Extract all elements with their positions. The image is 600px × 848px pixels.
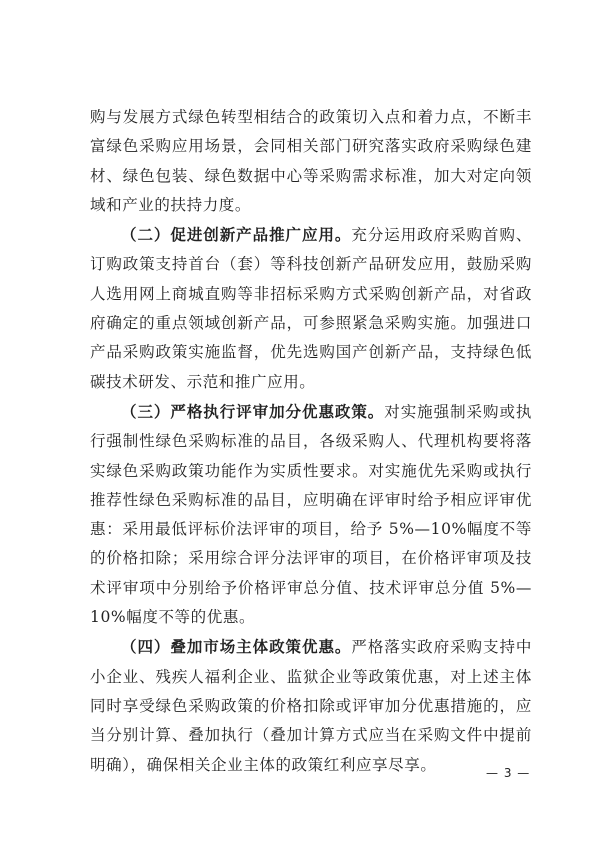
paragraph-body: 对实施强制采购或执行强制性绿色采购标准的品目，各级采购人、代理机构要将落实绿色采购政策功能作为实质性要求。对实施优先采购或执行推荐性绿色采购标准的品目，应明确在评审时给予相应评审优惠：采用最低评标价法评审的项目，给予 5%—10%幅度不等的价格扣除；采用综合评分法评审的项目，在价格评审项及技术评审项中分别给予价格评审总分值、技术评审总分值 5%—10%幅度不等的优惠。 (90, 402, 532, 627)
section-heading: （三）严格执行评审加分优惠政策。 (121, 401, 385, 421)
paragraph-continuation (90, 103, 532, 220)
page-number: — 3 — (486, 766, 531, 780)
paragraph-section-3 (90, 397, 532, 632)
paragraph-body: 充分运用政府采购首购、订购政策支持首台（套）等科技创新产品研发应用，鼓励采购人选用网上商城直购等非招标采购方式采购创新产品，对省政府确定的重点领域创新产品，可参照紧急采购实施。加强进口产品采购政策实施监督，优先选购国产创新产品，支持绿色低碳技术研发、示范和推广应用。 (90, 226, 532, 391)
paragraph-body: 购与发展方式绿色转型相结合的政策切入点和着力点，不断丰富绿色采购应用场景，会同相关部门研究落实政府采购绿色建材、绿色包装、绿色数据中心等采购需求标准，加大对定向领域和产业的扶持力度。 (90, 108, 532, 214)
paragraph-section-2 (90, 220, 532, 397)
paragraph-section-4 (90, 632, 532, 779)
section-heading: （二）促进创新产品推广应用。 (121, 225, 352, 245)
section-heading: （四）叠加市场主体政策优惠。 (121, 637, 352, 657)
paragraph-body: 严格落实政府采购支持中小企业、残疾人福利企业、监狱企业等政策优惠，对上述主体同时享受绿色采购政策的价格扣除或评审加分优惠措施的，应当分别计算、叠加执行（叠加计算方式应当在采购文件中提前明确），确保相关企业主体的政策红利应享尽享。 (90, 638, 532, 774)
body-text (90, 103, 532, 780)
